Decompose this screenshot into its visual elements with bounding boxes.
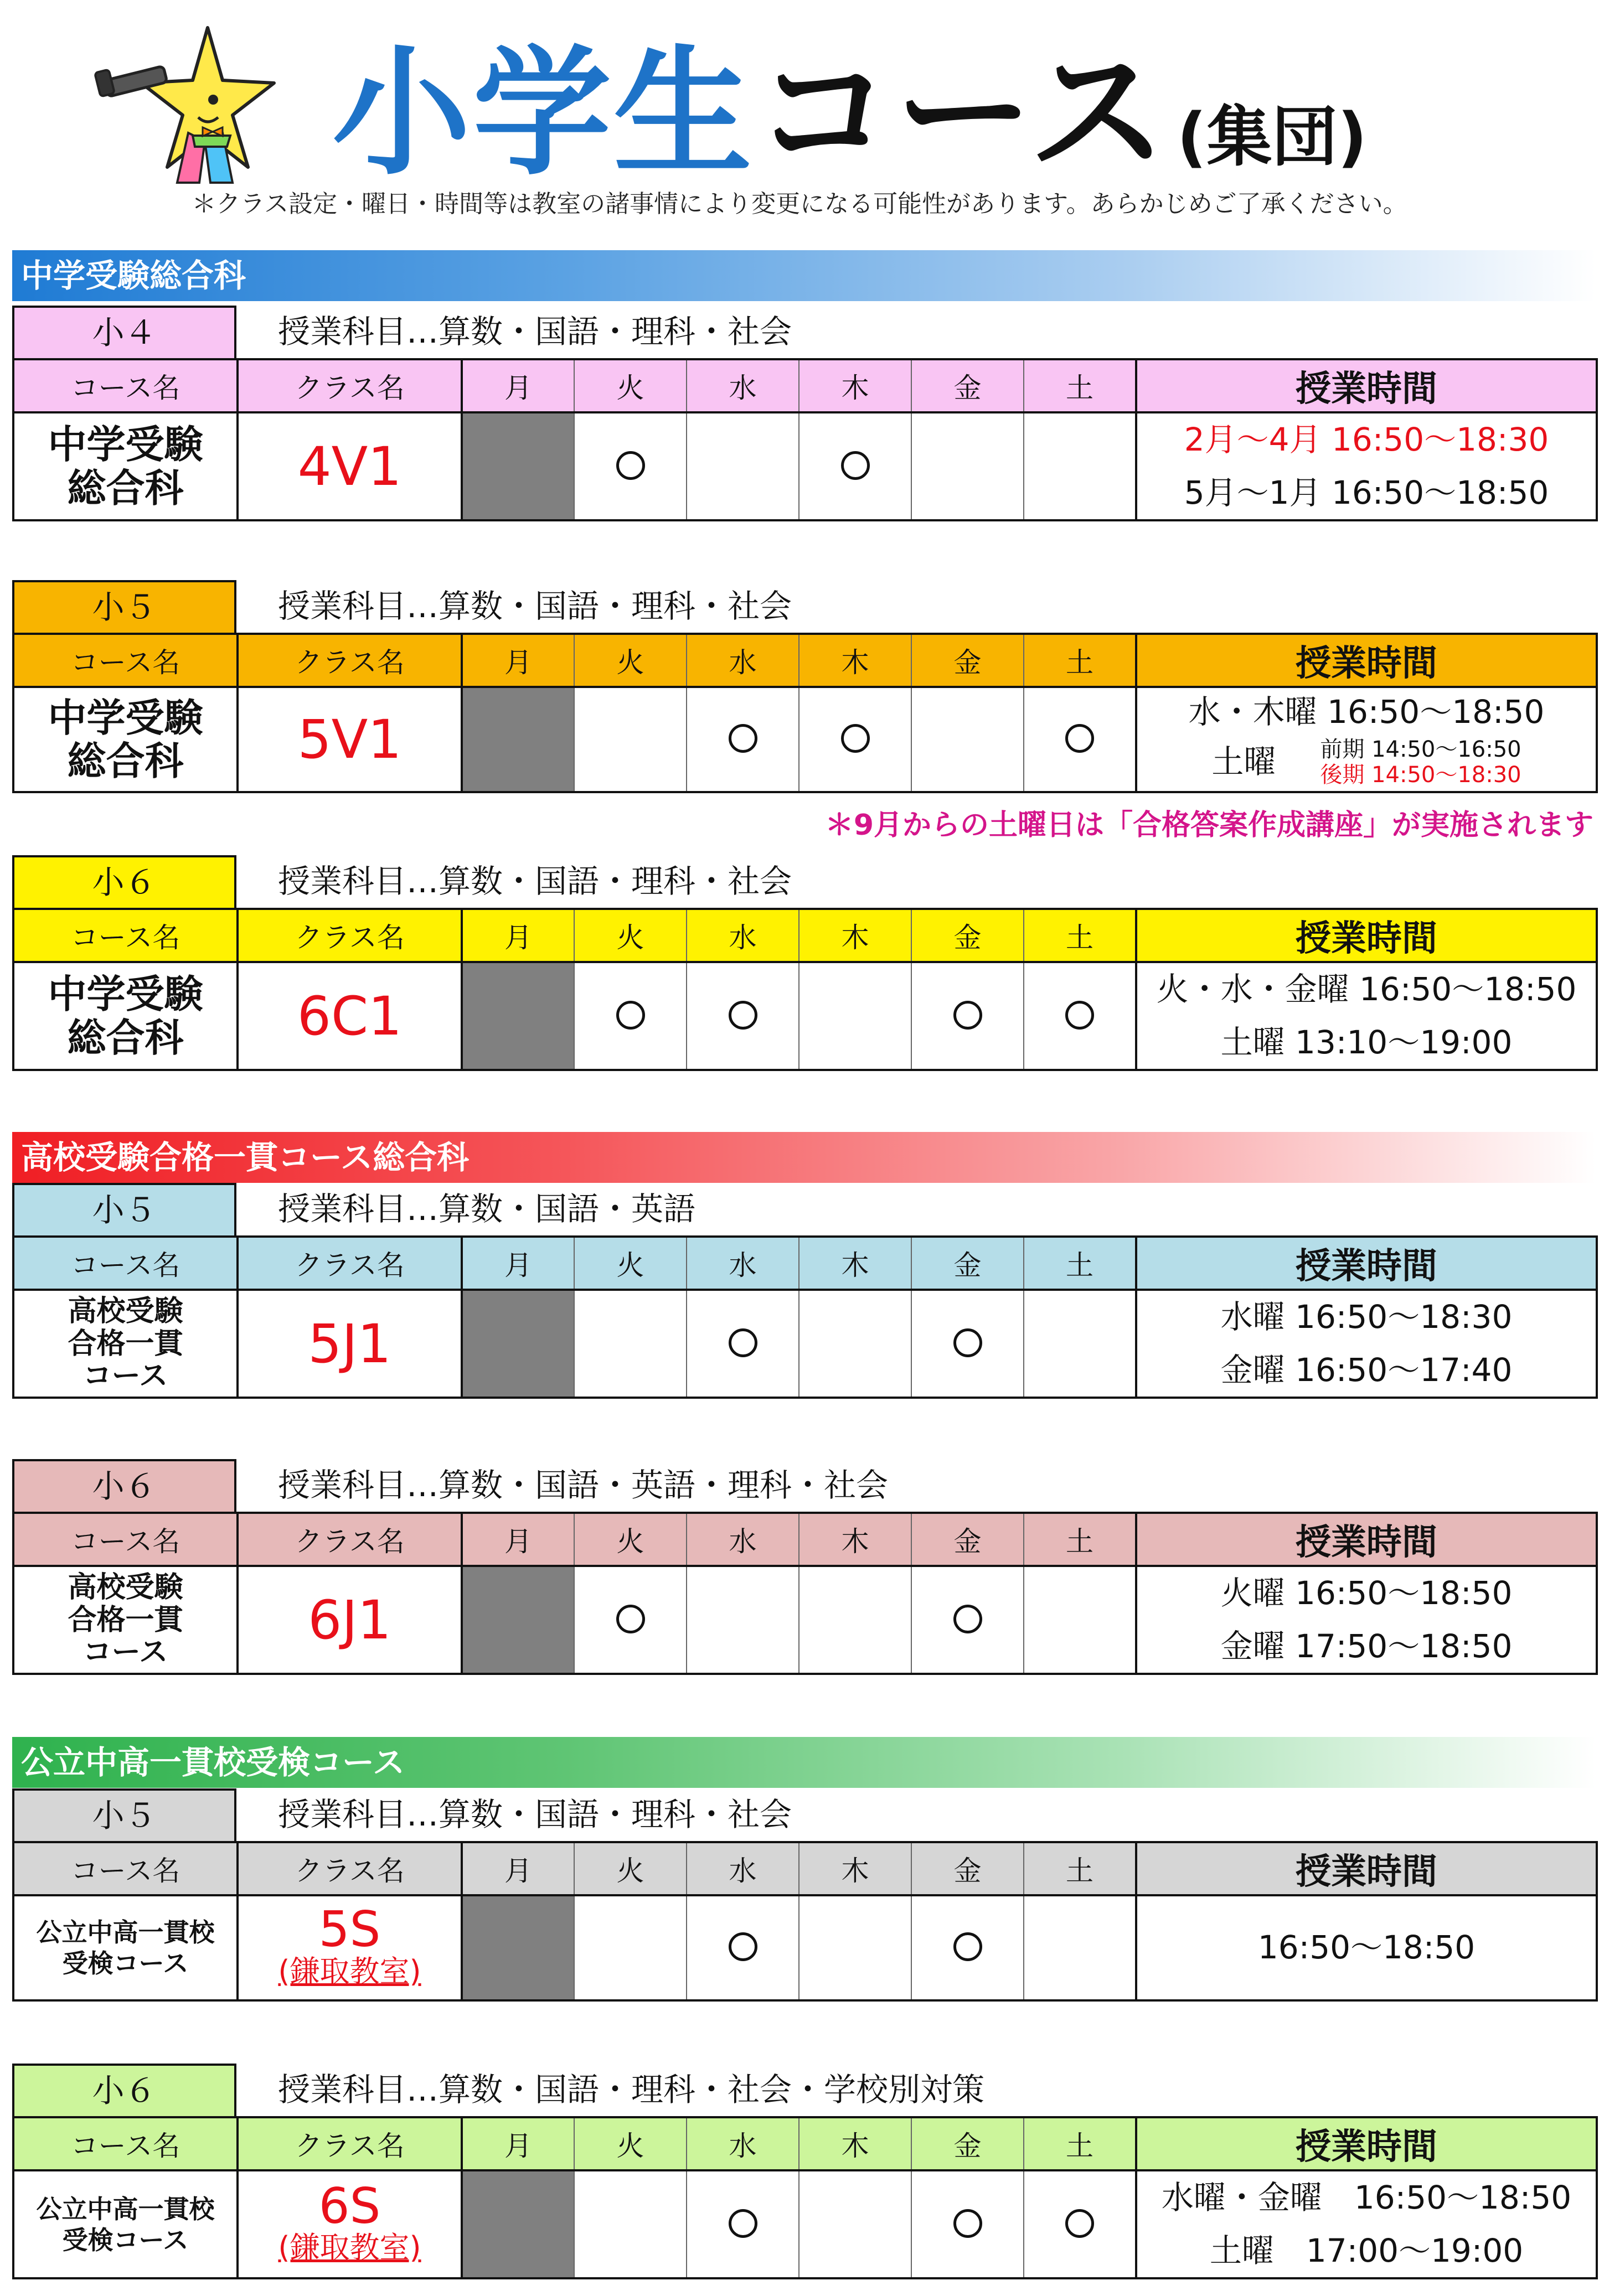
time-split-pair (1320, 737, 1521, 788)
schedule-table (12, 358, 1598, 521)
time-line: 金曜 16:50～17:40 (1220, 1351, 1513, 1389)
course-name-line: 総合科 (67, 465, 184, 511)
day-cell (1024, 2170, 1136, 2278)
title-paren: (集団) (1177, 99, 1368, 175)
table-row (13, 1290, 1597, 1398)
table-row (13, 687, 1597, 792)
day-cell (911, 2170, 1024, 2278)
day-header: 水 (687, 2117, 799, 2170)
course-name-line: 受検コース (62, 1948, 189, 1978)
day-cell (799, 1566, 911, 1674)
table-row (13, 1566, 1597, 1674)
time-line: 火曜 16:50～18:50 (1220, 1574, 1513, 1612)
grade-label: 小６ (12, 1459, 236, 1512)
day-cell (799, 412, 911, 520)
day-header: 水 (687, 359, 799, 412)
course-name-cell (13, 2170, 238, 2278)
time-second-term: 後期 14:50～18:30 (1320, 762, 1521, 788)
day-header: 土 (1024, 634, 1136, 687)
time-split-label: 土曜 (1211, 742, 1276, 780)
day-header: 金 (911, 1237, 1024, 1290)
class-location: (鎌取教室) (278, 2230, 421, 2266)
circle-mark-icon (729, 1001, 757, 1030)
day-header: 土 (1024, 1842, 1136, 1895)
course-name (14, 1295, 236, 1392)
day-cell (911, 412, 1024, 520)
time-line: 5月～1月 16:50～18:50 (1184, 473, 1549, 511)
class-name: 6J1 (308, 1589, 391, 1651)
title-main: 小学生 (332, 33, 754, 194)
day-header: 火 (574, 1513, 687, 1566)
course-name-line: 受検コース (62, 2225, 189, 2255)
day-cell (574, 412, 687, 520)
circle-mark-icon (841, 451, 870, 480)
course-name (14, 1571, 236, 1668)
section-header: 高校受験合格一貫コース総合科 (12, 1132, 1596, 1183)
course-name-header: コース名 (13, 634, 238, 687)
time-line: 金曜 17:50～18:50 (1220, 1627, 1513, 1665)
day-cell-closed (462, 962, 574, 1070)
time-header: 授業時間 (1136, 359, 1597, 412)
day-cell-closed (462, 2170, 574, 2278)
course-name-line: コース (82, 1359, 168, 1393)
day-header: 月 (462, 359, 574, 412)
day-cell-closed (462, 1895, 574, 2000)
course-block (12, 2064, 1596, 2279)
section-header: 中学受験総合科 (12, 250, 1596, 301)
day-header: 木 (799, 2117, 911, 2170)
time-line: 土曜 17:00～19:00 (1209, 2231, 1524, 2269)
course-name-line: 中学受験 (48, 695, 203, 741)
schedule-table (12, 1841, 1598, 2002)
day-header: 月 (462, 1237, 574, 1290)
day-cell (687, 1566, 799, 1674)
course-name-line: 公立中高一貫校 (36, 1917, 215, 1947)
course-name-header: コース名 (13, 359, 238, 412)
grade-row (12, 580, 1596, 633)
subjects-text: 授業科目…算数・国語・英語・理科・社会 (278, 1466, 889, 1504)
class-name-header: クラス名 (238, 1513, 462, 1566)
class-name: 6C1 (297, 985, 403, 1047)
day-cell (799, 1290, 911, 1398)
course-name-cell (13, 962, 238, 1070)
day-header: 水 (687, 909, 799, 962)
day-cell (574, 962, 687, 1070)
time-line: 2月～4月 16:50～18:30 (1184, 421, 1549, 458)
circle-mark-icon (1065, 724, 1094, 753)
day-cell (799, 687, 911, 792)
time-cell (1136, 412, 1597, 520)
course-name-cell (13, 1566, 238, 1674)
class-name-header: クラス名 (238, 1842, 462, 1895)
day-cell-closed (462, 412, 574, 520)
time-line: 16:50～18:50 (1257, 1928, 1476, 1967)
time-cell (1136, 687, 1597, 792)
day-header: 土 (1024, 359, 1136, 412)
circle-mark-icon (616, 1605, 645, 1633)
day-header: 木 (799, 1842, 911, 1895)
subjects-text: 授業科目…算数・国語・英語 (278, 1190, 696, 1228)
day-cell (1024, 1895, 1136, 2000)
course-name-header: コース名 (13, 2117, 238, 2170)
time-line: 水曜・金曜 16:50～18:50 (1161, 2179, 1572, 2216)
class-name: 5V1 (297, 709, 402, 770)
subjects-text: 授業科目…算数・国語・理科・社会・学校別対策 (278, 2071, 985, 2108)
schedule-table (12, 908, 1598, 1071)
circle-mark-icon (729, 1328, 757, 1357)
time-header: 授業時間 (1136, 909, 1597, 962)
grade-row (12, 855, 1596, 908)
class-name-cell (238, 1290, 462, 1398)
day-header: 金 (911, 1842, 1024, 1895)
schedule-table (12, 2116, 1598, 2279)
day-header: 月 (462, 909, 574, 962)
subjects-text: 授業科目…算数・国語・理科・社会 (278, 862, 792, 900)
class-name: 5S (318, 1901, 381, 1958)
day-header: 月 (462, 1842, 574, 1895)
circle-mark-icon (1065, 2209, 1094, 2238)
day-cell (799, 1895, 911, 2000)
table-header-row (13, 1842, 1597, 1895)
time-first-term: 前期 14:50～16:50 (1320, 736, 1521, 762)
course-name-cell (13, 1895, 238, 2000)
day-cell (1024, 412, 1136, 520)
time-cell (1136, 1895, 1597, 2000)
day-header: 水 (687, 1842, 799, 1895)
day-header: 金 (911, 359, 1024, 412)
table-header-row (13, 909, 1597, 962)
grade-label: 小５ (12, 1183, 236, 1235)
day-header: 水 (687, 634, 799, 687)
day-cell (687, 2170, 799, 2278)
day-cell (574, 687, 687, 792)
table-row (13, 2170, 1597, 2278)
course-name-line: 高校受験 (68, 1295, 183, 1328)
table-row (13, 412, 1597, 520)
day-cell (687, 412, 799, 520)
schedule-table (12, 1235, 1598, 1399)
day-cell (911, 1895, 1024, 2000)
day-header: 木 (799, 359, 911, 412)
circle-mark-icon (953, 1932, 982, 1961)
class-name-header: クラス名 (238, 909, 462, 962)
day-cell (687, 687, 799, 792)
time-header: 授業時間 (1136, 1237, 1597, 1290)
course-block (12, 1183, 1596, 1399)
day-header: 土 (1024, 2117, 1136, 2170)
time-header: 授業時間 (1136, 634, 1597, 687)
day-cell (911, 1566, 1024, 1674)
time-cell (1136, 1290, 1597, 1398)
class-name-cell (238, 412, 462, 520)
time-cell (1136, 2170, 1597, 2278)
grade-row (12, 306, 1596, 358)
notice-text: ＊クラス設定・曜日・時間等は教室の諸事情により変更になる可能性があります。あらかじめご了承ください。 (192, 190, 1407, 218)
course-name (14, 1917, 236, 1979)
circle-mark-icon (953, 1328, 982, 1357)
circle-mark-icon (1065, 1001, 1094, 1030)
course-name-line: 高校受験 (68, 1571, 183, 1605)
class-name-header: クラス名 (238, 2117, 462, 2170)
class-name: 6S (318, 2178, 381, 2235)
table-header-row (13, 359, 1597, 412)
grade-label: 小６ (12, 2064, 236, 2116)
circle-mark-icon (841, 724, 870, 753)
day-cell (687, 962, 799, 1070)
course-name (14, 973, 236, 1059)
course-name-line: 合格一貫 (68, 1603, 183, 1637)
day-cell (687, 1895, 799, 2000)
subjects-text: 授業科目…算数・国語・理科・社会 (278, 313, 792, 350)
day-header: 月 (462, 2117, 574, 2170)
day-cell (574, 1895, 687, 2000)
course-name-line: 中学受験 (48, 422, 203, 468)
day-header: 木 (799, 634, 911, 687)
day-header: 月 (462, 634, 574, 687)
course-name (14, 423, 236, 510)
time-line: 水・木曜 16:50～18:50 (1188, 693, 1545, 731)
day-header: 月 (462, 1513, 574, 1566)
schedule-table (12, 633, 1598, 793)
day-cell (1024, 962, 1136, 1070)
grade-row (12, 1183, 1596, 1235)
class-name: 4V1 (297, 435, 402, 498)
day-cell (1024, 1290, 1136, 1398)
course-name-cell (13, 412, 238, 520)
day-header: 木 (799, 1237, 911, 1290)
class-name-header: クラス名 (238, 1237, 462, 1290)
course-name-cell (13, 1290, 238, 1398)
day-header: 木 (799, 1513, 911, 1566)
course-name (14, 2194, 236, 2256)
class-name-cell (238, 1895, 462, 2000)
subjects-text: 授業科目…算数・国語・理科・社会 (278, 587, 792, 625)
day-header: 火 (574, 909, 687, 962)
circle-mark-icon (953, 1605, 982, 1633)
day-header: 火 (574, 1842, 687, 1895)
circle-mark-icon (953, 2209, 982, 2238)
grade-label: 小６ (12, 855, 236, 908)
course-name-header: コース名 (13, 1842, 238, 1895)
course-name-line: 合格一貫 (68, 1327, 183, 1361)
course-name-cell (13, 687, 238, 792)
circle-mark-icon (953, 1001, 982, 1030)
grade-row (12, 1459, 1596, 1512)
day-header: 金 (911, 1513, 1024, 1566)
class-name-cell (238, 687, 462, 792)
circle-mark-icon (729, 1932, 757, 1961)
footnote-text: ＊9月からの土曜日は「合格答案作成講座」が実施されます (824, 809, 1593, 842)
course-name-line: コース (82, 1635, 168, 1669)
grade-label: 小５ (12, 580, 236, 633)
class-name-cell (238, 962, 462, 1070)
table-row (13, 962, 1597, 1070)
course-name (14, 696, 236, 783)
day-cell (799, 2170, 911, 2278)
table-header-row (13, 634, 1597, 687)
star-mascot-icon (94, 22, 277, 188)
course-name-line: 公立中高一貫校 (36, 2194, 215, 2224)
course-name-header: コース名 (13, 1513, 238, 1566)
class-name-cell (238, 1566, 462, 1674)
grade-row (12, 2064, 1596, 2116)
day-cell (799, 962, 911, 1070)
day-cell-closed (462, 1566, 574, 1674)
course-name-line: 総合科 (67, 738, 184, 784)
time-header: 授業時間 (1136, 1513, 1597, 1566)
section-header: 公立中高一貫校受検コース (12, 1737, 1596, 1788)
time-line: 火・水・金曜 16:50～18:50 (1156, 970, 1577, 1008)
day-cell (911, 1290, 1024, 1398)
time-cell (1136, 962, 1597, 1070)
day-header: 水 (687, 1237, 799, 1290)
day-cell (911, 687, 1024, 792)
course-block (12, 1459, 1596, 1675)
day-cell (574, 1566, 687, 1674)
day-header: 金 (911, 909, 1024, 962)
class-name: 5J1 (308, 1312, 391, 1375)
day-header: 火 (574, 634, 687, 687)
circle-mark-icon (616, 451, 645, 480)
title-sub: コース (754, 33, 1169, 194)
day-header: 火 (574, 2117, 687, 2170)
course-block (12, 855, 1596, 1071)
circle-mark-icon (616, 1001, 645, 1030)
course-name-line: 総合科 (67, 1015, 184, 1061)
day-header: 火 (574, 359, 687, 412)
time-header: 授業時間 (1136, 2117, 1597, 2170)
schedule-table (12, 1512, 1598, 1675)
course-block (12, 306, 1596, 521)
day-header: 金 (911, 634, 1024, 687)
day-header: 金 (911, 2117, 1024, 2170)
day-cell (1024, 687, 1136, 792)
day-header: 土 (1024, 909, 1136, 962)
day-cell (911, 962, 1024, 1070)
subjects-text: 授業科目…算数・国語・理科・社会 (278, 1796, 792, 1833)
class-name-header: クラス名 (238, 634, 462, 687)
day-header: 土 (1024, 1513, 1136, 1566)
course-name-line: 中学受験 (48, 971, 203, 1017)
grade-label: 小５ (12, 1788, 236, 1841)
time-line: 土曜 13:10～19:00 (1220, 1023, 1513, 1061)
table-header-row (13, 1237, 1597, 1290)
class-name-header: クラス名 (238, 359, 462, 412)
day-cell-closed (462, 1290, 574, 1398)
time-cell (1136, 1566, 1597, 1674)
course-block (12, 1788, 1596, 2002)
time-line: 水曜 16:50～18:30 (1220, 1298, 1513, 1336)
day-header: 木 (799, 909, 911, 962)
table-row (13, 1895, 1597, 2000)
day-cell (1024, 1566, 1136, 1674)
course-name-header: コース名 (13, 1237, 238, 1290)
class-location: (鎌取教室) (278, 1953, 421, 1989)
class-name-cell (238, 2170, 462, 2278)
day-header: 水 (687, 1513, 799, 1566)
table-header-row (13, 1513, 1597, 1566)
day-header: 土 (1024, 1237, 1136, 1290)
day-cell (687, 1290, 799, 1398)
time-header: 授業時間 (1136, 1842, 1597, 1895)
course-block (12, 580, 1596, 793)
course-name-header: コース名 (13, 909, 238, 962)
table-header-row (13, 2117, 1597, 2170)
page-title (332, 33, 1368, 194)
day-cell (574, 2170, 687, 2278)
grade-label: 小４ (12, 306, 236, 358)
circle-mark-icon (729, 2209, 757, 2238)
day-cell (574, 1290, 687, 1398)
day-cell-closed (462, 687, 574, 792)
day-header: 火 (574, 1237, 687, 1290)
circle-mark-icon (729, 724, 757, 753)
grade-row (12, 1788, 1596, 1841)
